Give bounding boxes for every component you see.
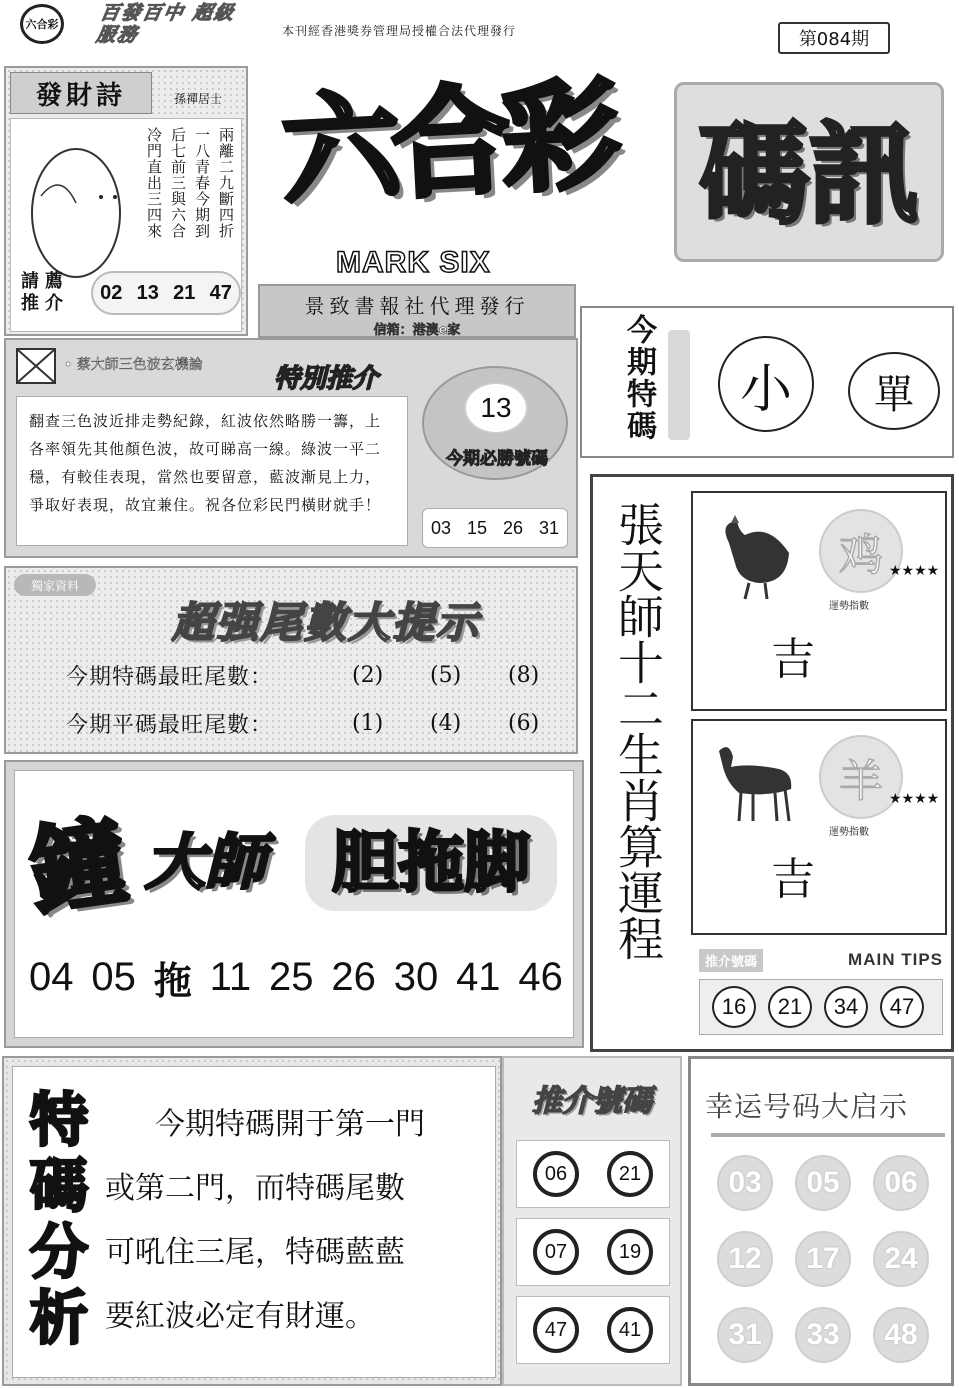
star-icon: ★★★★ [889, 563, 940, 579]
special-parity: 單 [848, 352, 940, 430]
color-wave-badge: 特別推介 [274, 364, 379, 394]
poem-line-1: 冷門直出三四來 [145, 127, 163, 239]
zodiac-card-rooster [691, 491, 947, 711]
zodiac-panel [590, 474, 954, 1052]
lucky-number: 06 [873, 1155, 929, 1211]
special-size: 小 [718, 336, 814, 432]
tips-number: 47 [880, 986, 924, 1028]
special-tails-row [66, 660, 568, 691]
recommend-row [516, 1140, 670, 1208]
poem-number: 47 [209, 281, 232, 304]
lucky-title: 幸运号码大启示 [705, 1090, 909, 1123]
goat-badge: 羊 [819, 735, 903, 819]
publisher: 景致書報社代理發行 [304, 294, 530, 318]
recommend-number: 19 [607, 1229, 653, 1275]
goat-icon [709, 737, 801, 827]
logo-badge [20, 4, 64, 44]
lucky-number: 33 [795, 1307, 851, 1363]
zhong-tuo: 拖 [153, 958, 192, 1003]
tips-number: 16 [712, 986, 756, 1028]
tips-number: 21 [768, 986, 812, 1028]
poem-number: 13 [136, 281, 159, 304]
poem-number: 02 [100, 281, 123, 304]
tails-corner-label: 獨家資料 [14, 574, 96, 596]
zhong-title-2: 大師 [145, 828, 265, 898]
normal-tails-row [66, 708, 568, 739]
recommend-label: 請薦 推介 [21, 271, 69, 314]
lucky-number: 24 [873, 1231, 929, 1287]
masthead [254, 62, 954, 342]
lucky-number: 31 [717, 1307, 773, 1363]
tails-panel [4, 566, 578, 754]
logo-text: 六合彩 [25, 19, 59, 31]
poem-body [10, 118, 242, 332]
recommend-number: 47 [533, 1307, 579, 1353]
special-panel [580, 306, 954, 458]
recommend-row [516, 1296, 670, 1364]
tails-title: 超强尾數大提示 [172, 598, 481, 647]
poem-line-2: 后七前三與六合 [169, 127, 187, 239]
color-wave-number: 03 [430, 517, 452, 538]
must-win-number: 13 [464, 382, 528, 434]
recommend-number: 06 [533, 1151, 579, 1197]
tips-number: 34 [824, 986, 868, 1028]
special-label: 今期特碼 [621, 314, 656, 442]
analysis-line: 或第二門，而特碼尾數 [105, 1171, 405, 1206]
zhong-title-1: 鐘 [22, 804, 134, 930]
zhong-numbers [29, 947, 563, 1007]
color-wave-number: 26 [502, 517, 524, 538]
poem-line-3: 一八青春今期到 [193, 127, 211, 239]
masthead-subtitle: 碼訊 [674, 82, 944, 262]
poem-number: 21 [173, 281, 196, 304]
goat-result: 吉 [771, 854, 815, 905]
lucky-number: 05 [795, 1155, 851, 1211]
must-win-label: 今期必勝號碼 [446, 449, 548, 469]
x-box-icon [16, 348, 56, 384]
tail-value: (8) [508, 663, 540, 688]
analysis-inner [12, 1066, 496, 1378]
publisher-bar [258, 284, 576, 338]
tips-label-en: MAIN TIPS [848, 950, 943, 969]
lucky-number: 03 [717, 1155, 773, 1211]
analysis-title: 特碼分析 [20, 1089, 88, 1353]
analysis-line: 可吼住三尾，特碼藍藍 [105, 1235, 405, 1270]
poem-line-4: 兩離二九斷四折 [217, 127, 235, 239]
zhong-number: 26 [331, 954, 376, 999]
rooster-result: 吉 [771, 634, 815, 685]
authorization-notice: 本刊經香港獎券管理局授權合法代理發行 [282, 24, 517, 38]
tail-value: (4) [430, 711, 462, 736]
poem-author: 孫禪居士 [174, 92, 223, 106]
tail-value: (5) [430, 663, 462, 688]
special-label-deco [668, 330, 690, 440]
poem-title: 發財詩 [10, 72, 152, 114]
special-tails-label: 今期特碼最旺尾數： [66, 665, 274, 690]
header [0, 0, 959, 62]
zhong-number: 25 [268, 954, 314, 999]
lucky-number: 12 [717, 1231, 773, 1287]
color-wave-header: • 蔡大師三色波玄機論 [64, 357, 203, 373]
recommend-panel [502, 1056, 682, 1386]
lucky-number: 48 [873, 1307, 929, 1363]
masthead-title: 六合彩 [278, 65, 616, 221]
recommend-number: 21 [607, 1151, 653, 1197]
star-icon: ★★★★ [889, 791, 940, 807]
normal-tails-label: 今期平碼最旺尾數： [66, 713, 274, 738]
zhong-panel [4, 760, 584, 1048]
issue-number: 第084期 [778, 22, 890, 54]
zodiac-title: 張天師十二生肖算運程 [611, 501, 665, 961]
rooster-fortune-label: 運勢指數 [829, 601, 869, 612]
analysis-panel [2, 1056, 502, 1386]
tail-value: (1) [352, 711, 384, 736]
recommend-title: 推介號碼 [532, 1084, 652, 1119]
goat-fortune-label: 運勢指數 [829, 827, 869, 838]
zhong-inner [14, 770, 574, 1038]
analysis-text [105, 1093, 425, 1349]
analysis-line: 今期特碼開于第一門 [155, 1107, 425, 1142]
must-win-disc [422, 366, 568, 480]
poem-panel [4, 66, 248, 336]
zhong-number: 41 [456, 954, 501, 999]
zhong-number: 04 [29, 954, 74, 999]
lucky-panel [688, 1056, 954, 1386]
color-wave-text: 翻查三色波近排走勢紀錄，紅波依然略勝一籌，上各率領先其他顏色波，故可睇高一線。綠波一平二穩，有較佳表現，當然也要留意，藍波漸見上力，爭取好表現，故宜兼住。祝各位彩民門橫財就手！ [16, 396, 408, 546]
main-tips-header [699, 947, 943, 973]
zodiac-card-goat [691, 719, 947, 935]
color-wave-number: 31 [538, 517, 560, 538]
rooster-icon [709, 513, 801, 603]
tips-label-cn: 推介號碼 [699, 949, 763, 972]
lucky-number: 17 [795, 1231, 851, 1287]
recommend-number: 07 [533, 1229, 579, 1275]
color-wave-number: 15 [466, 517, 488, 538]
zhong-title-3: 胆拖脚 [305, 815, 557, 911]
recommend-number: 41 [607, 1307, 653, 1353]
slogan: 百發百中 超級服務 [94, 2, 238, 46]
mark-six-label: MARK SIX [336, 246, 491, 279]
tail-value: (2) [352, 663, 384, 688]
zhong-number: 30 [393, 954, 439, 999]
tips-numbers [699, 979, 943, 1035]
color-wave-panel [4, 338, 578, 558]
analysis-line: 要紅波必定有財運。 [105, 1299, 375, 1334]
recommend-row [516, 1218, 670, 1286]
lucky-underline [711, 1133, 945, 1137]
zhong-number: 46 [518, 954, 563, 999]
poem-numbers [91, 271, 241, 315]
cross-icon [18, 350, 54, 382]
tail-value: (6) [508, 711, 540, 736]
zhong-number: 05 [91, 954, 136, 999]
contact: 信箱：港澳e家 [373, 323, 461, 338]
color-wave-numbers [422, 508, 568, 548]
zhong-number: 11 [209, 954, 252, 999]
rooster-badge: 鸡 [819, 509, 903, 593]
